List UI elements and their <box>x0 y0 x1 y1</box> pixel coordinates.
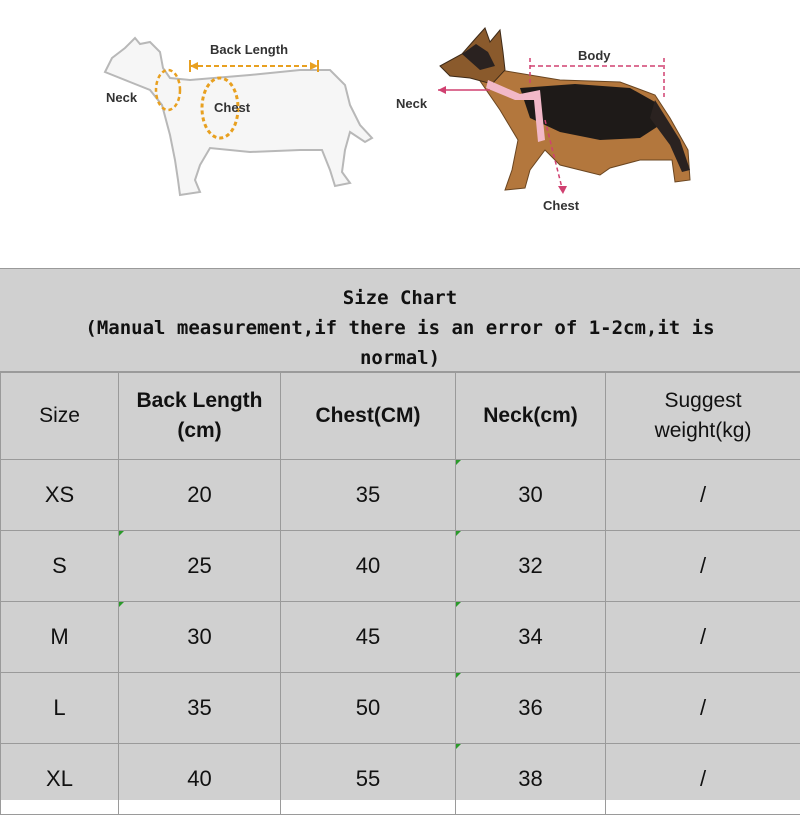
body-label: Body <box>578 48 611 63</box>
cell-chest: 35 <box>281 460 456 531</box>
dog-outline-illustration <box>105 38 372 195</box>
cell-back-length: 40 <box>119 744 281 815</box>
table-row <box>1 531 800 602</box>
chest-label-left: Chest <box>214 100 251 115</box>
cell-chest: 55 <box>281 744 456 815</box>
table-row <box>1 744 800 815</box>
header-weight: Suggest weight(kg) <box>606 373 800 460</box>
cell-neck: 34 <box>456 602 606 673</box>
title-line-1: Size Chart <box>0 283 800 313</box>
table-row <box>1 460 800 531</box>
cell-size: XS <box>1 460 119 531</box>
size-chart <box>0 268 800 800</box>
neck-label-right: Neck <box>396 96 428 111</box>
cell-chest: 45 <box>281 602 456 673</box>
measurement-diagrams <box>0 0 800 268</box>
back-length-label: Back Length <box>210 42 288 57</box>
neck-label-left: Neck <box>106 90 138 105</box>
table-header-row <box>1 373 800 460</box>
cell-weight: / <box>606 460 800 531</box>
cell-chest: 40 <box>281 531 456 602</box>
header-back-length: Back Length (cm) <box>119 373 281 460</box>
header-neck: Neck(cm) <box>456 373 606 460</box>
cell-back-length: 30 <box>119 602 281 673</box>
cell-back-length: 25 <box>119 531 281 602</box>
cell-weight: / <box>606 602 800 673</box>
cell-neck: 30 <box>456 460 606 531</box>
cell-back-length: 35 <box>119 673 281 744</box>
chest-label-right: Chest <box>543 198 580 213</box>
header-chest: Chest(CM) <box>281 373 456 460</box>
cell-size: L <box>1 673 119 744</box>
cell-neck: 36 <box>456 673 606 744</box>
dog-photo-illustration <box>396 28 690 213</box>
cell-weight: / <box>606 673 800 744</box>
cell-weight: / <box>606 531 800 602</box>
table-row <box>1 602 800 673</box>
cell-size: M <box>1 602 119 673</box>
title-line-3: normal) <box>0 343 800 373</box>
cell-weight: / <box>606 744 800 815</box>
header-size: Size <box>1 373 119 460</box>
size-chart-title <box>0 268 800 372</box>
title-line-2: (Manual measurement,if there is an error of 1-2cm,it is <box>0 313 800 343</box>
table-row <box>1 673 800 744</box>
cell-neck: 32 <box>456 531 606 602</box>
cell-size: S <box>1 531 119 602</box>
cell-back-length: 20 <box>119 460 281 531</box>
cell-chest: 50 <box>281 673 456 744</box>
cell-size: XL <box>1 744 119 815</box>
size-table <box>0 372 800 815</box>
cell-neck: 38 <box>456 744 606 815</box>
